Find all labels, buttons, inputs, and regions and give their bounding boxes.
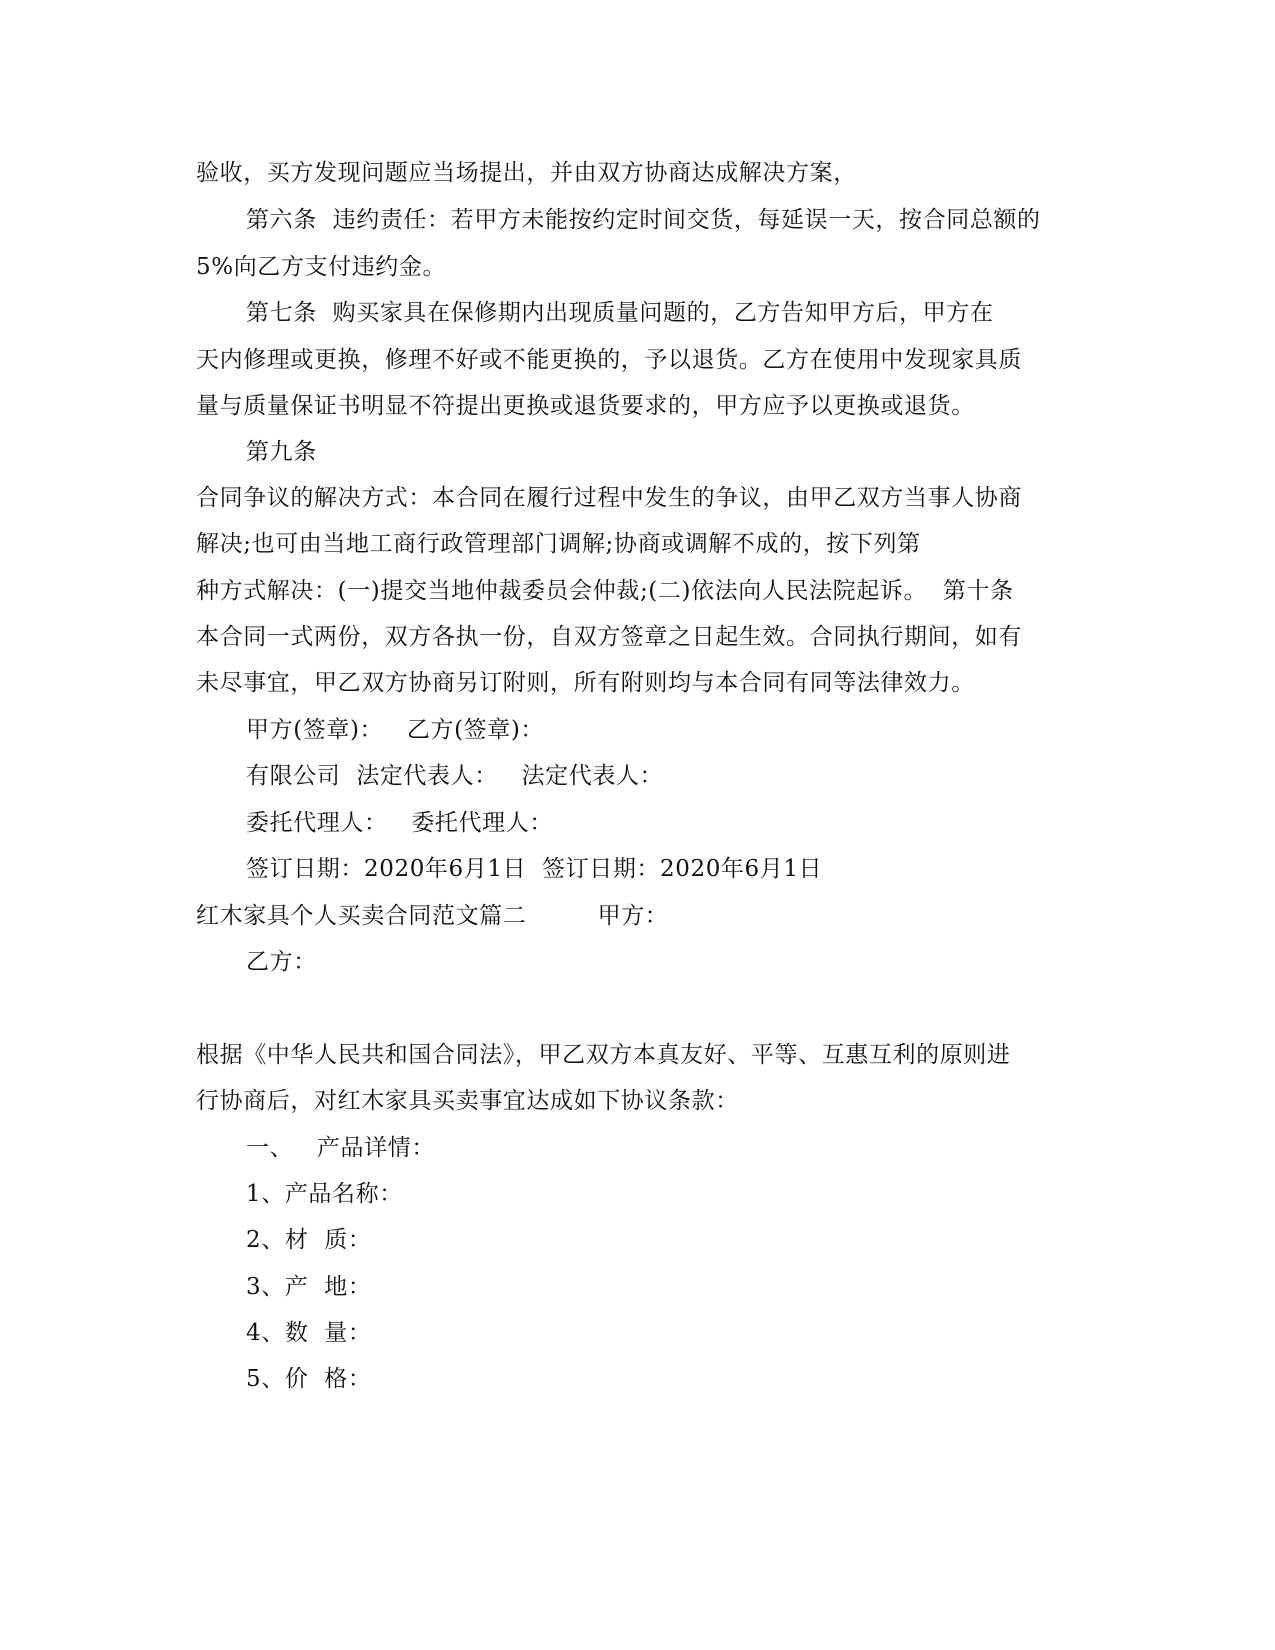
product-details-heading: 一、 产品详情：: [246, 1135, 435, 1161]
list-item: 1、产品名称：: [246, 1181, 403, 1207]
article-9-heading: 第九条: [246, 439, 317, 465]
list-item: 5、价 格：: [246, 1366, 372, 1392]
sign-date-line: 签订日期：2020年6月1日 签订日期：2020年6月1日: [246, 856, 823, 882]
list-item: 2、材 质：: [246, 1227, 372, 1253]
representative-line: 有限公司 法定代表人： 法定代表人：: [246, 763, 664, 789]
text-line: 验收，买方发现问题应当场提出，并由双方协商达成解决方案，: [196, 160, 857, 186]
list-item: 4、数 量：: [246, 1320, 372, 1346]
agent-line: 委托代理人： 委托代理人：: [246, 810, 553, 836]
signature-line: 甲方(签章)： 乙方(签章)：: [246, 717, 545, 743]
text-line: 行协商后，对红木家具买卖事宜达成如下协议条款：: [196, 1088, 739, 1114]
list-item: 3、产 地：: [246, 1274, 372, 1300]
text-line: 天内修理或更换，修理不好或不能更换的，予以退货。乙方在使用中发现家具质: [196, 347, 1022, 373]
text-line: 量与质量保证书明显不符提出更换或退货要求的，甲方应予以更换或退货。: [196, 393, 975, 419]
party-b-line: 乙方：: [246, 949, 317, 975]
section-title: 红木家具个人买卖合同范文篇二 甲方：: [196, 903, 669, 929]
article-6-line: 第六条 违约责任：若甲方未能按约定时间交货，每延误一天，按合同总额的: [246, 207, 1041, 233]
text-line: 5%向乙方支付违约金。: [196, 254, 447, 280]
text-line: 根据《中华人民共和国合同法》，甲乙双方本真友好、平等、互惠互利的原则进: [196, 1042, 1011, 1068]
text-line: 未尽事宜，甲乙双方协商另订附则，所有附则均与本合同有同等法律效力。: [196, 670, 975, 696]
article-7-line: 第七条 购买家具在保修期内出现质量问题的，乙方告知甲方后，甲方在: [246, 300, 994, 326]
text-line: 种方式解决：(一)提交当地仲裁委员会仲裁;(二)依法向人民法院起诉。 第十条: [196, 578, 1014, 604]
text-line: 本合同一式两份，双方各执一份，自双方签章之日起生效。合同执行期间，如有: [196, 624, 1022, 650]
text-line: 解决;也可由当地工商行政管理部门调解;协商或调解不成的，按下列第: [196, 531, 921, 557]
text-line: 合同争议的解决方式：本合同在履行过程中发生的争议，由甲乙双方当事人协商: [196, 485, 1022, 511]
